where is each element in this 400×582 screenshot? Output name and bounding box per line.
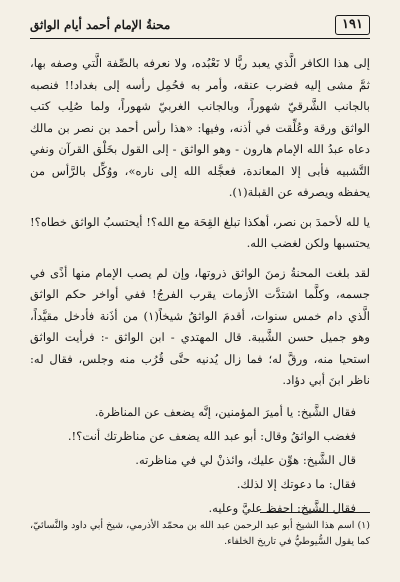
paragraph: إلى هذا الكافر الَّذي يعبد ربًّا لا نَعْبُده، ولا نعرفه بالصِّفة الَّتي وصفه بها، ثمَّ مشى إليه فضرب عنقه، وأمر به فحُمِل رأسه إلى بغداد!! فنصبه بالجانب الشَّرقيّ شهوراً، وبالجانب الغربيّ شهوراً، ولما صُلِب كتب الواثق ورقة وعُلِّقت في أذنه، وفيها: «هذا رأس أحمد بن نصر بن مالك دعاه عبدُ الله الإمام هارون - وهو الواثق - إلى القول بخَلْق القرآن ونفي التَّشبيه فأبى إلا المعاندة، فعجَّله الله إلى ناره»، ووُكِّل بالرَّأس من يحفظه ويصرفه عن القبلة(١).	[30, 56, 370, 199]
dialogue-line: فغضب الواثقُ وقال: أبو عبد الله يضعف عن مناظرتك أنت؟!.	[67, 428, 356, 443]
footnote-divider	[260, 512, 370, 513]
main-text	[30, 53, 370, 520]
dialogue-line: فقال الشَّيخ: يا أميرَ المؤمنين، إنَّه يضعف عن المناظرة.	[94, 404, 356, 419]
dialogue-line: قال الشَّيخ: هوِّن عليك، وائذنْ لي في مناظرته.	[135, 452, 356, 467]
page-header	[30, 12, 370, 39]
dialogue-block	[30, 400, 370, 520]
footnote: (١) اسم هذا الشيخ أبو عبد الرحمن عبد الله بن محمّد الأذرمي، شيخ أبي داود والنَّسائيّ، كما يقول السُّيوطيُّ في تاريخ الخلفاء.	[30, 520, 370, 547]
paragraph: لقد بلغت المحنةُ زمنَ الواثق ذروتها، وإن لم يصب الإمام منها أذًى في جسمه، وكلَّما اشتدَّت الأزمات يقرب الفرجُ! ففي أواخر حكم الواثق الَّذي دام خمس سنوات، أقدمَ الواثقُ شيخاً(١) من أذَنة فأدخل مقيَّداً، وهو جميل حسن الشَّيبة. قال المهتدي - ابن الواثق -: فرأيت الواثق استحيا منه، ورقَّ له؛ فما زال يُدنيه حتَّى قُرُب منه وجلس، فقال له: ناظر ابنَ أبي دؤاد.	[30, 265, 370, 387]
running-title: محنةُ الإمام أحمد أيام الواثق	[30, 18, 171, 32]
page-number: ١٩١	[335, 15, 370, 35]
dialogue-line: فقال: ما دعوتك إلا لذلك.	[236, 476, 356, 491]
dialogue-line: فقال الشَّيخ: احفظ عليَّ وعليه.	[208, 500, 356, 515]
paragraph: يا لله لأحمدَ بن نصر، أهكذا تبلغ القِحَة مع الله؟! أيحتسبُ الواثق خطاه؟! يحتسبها ولكن لغضب الله.	[30, 214, 370, 250]
